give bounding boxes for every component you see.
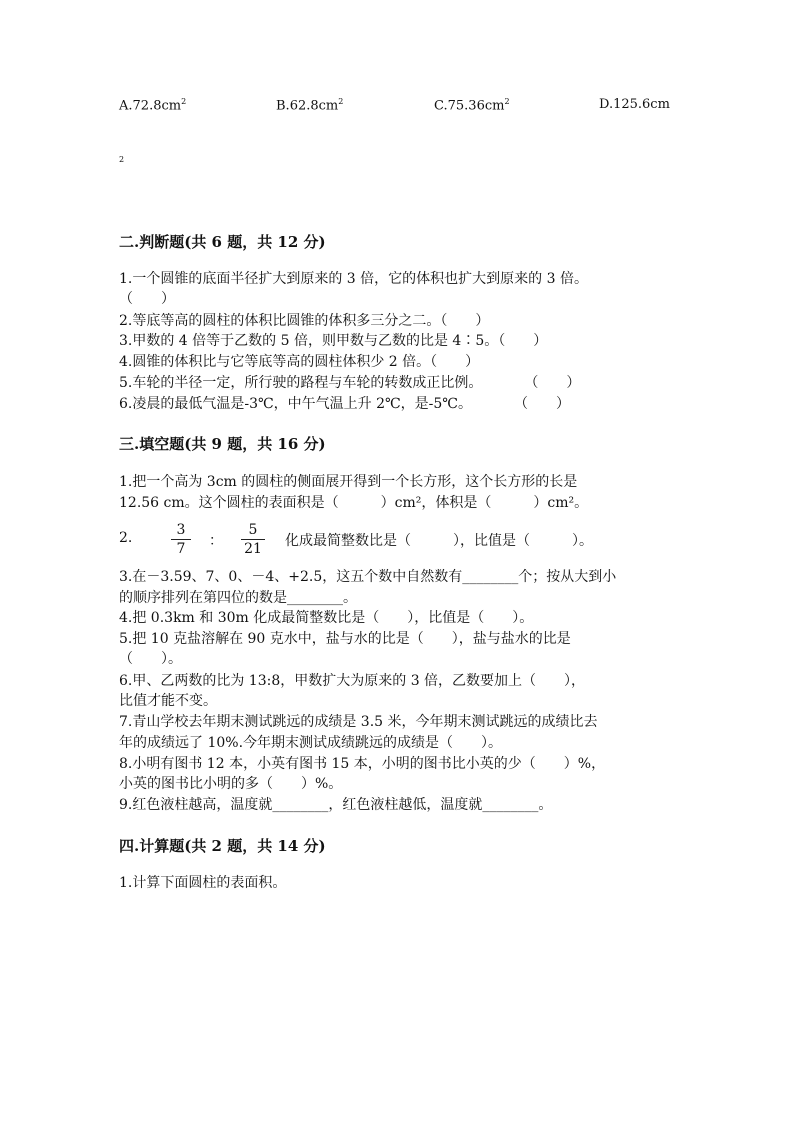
fill-q6-line1: 6.甲、乙两数的比为 13:8，甲数扩大为原来的 3 倍，乙数要加上（ ）， [119, 673, 586, 689]
option-c [434, 97, 510, 113]
option-b [276, 97, 343, 113]
judge-q6: 6.凌晨的最低气温是-3℃，中午气温上升 2℃，是-5℃。 （ ） [119, 396, 570, 412]
ratio-colon: ： [209, 533, 223, 549]
section3-title: 三.填空题(共 9 题，共 16 分) [119, 435, 326, 453]
fraction-5-21 [241, 522, 265, 557]
fill-q5-line1: 5.把 10 克盐溶解在 90 克水中，盐与水的比是（ ），盐与盐水的比是 [119, 631, 571, 647]
fill-q8-line1: 8.小明有图书 12 本，小英有图书 15 本，小明的图书比小英的少（ ）%， [119, 756, 606, 772]
option-sup: 2 [338, 97, 344, 106]
fill-q2-number: 2. [119, 530, 133, 546]
fraction-denominator: 21 [244, 541, 262, 557]
option-sup: 2 [504, 97, 510, 106]
judge-q1: 1.一个圆锥的底面半径扩大到原来的 3 倍，它的体积也扩大到原来的 3 倍。 [119, 271, 588, 287]
fraction-bar [171, 539, 191, 540]
fill-q3-line2: 的顺序排列在第四位的数是________。 [119, 590, 357, 606]
fraction-numerator: 3 [176, 522, 186, 538]
judge-q2: 2.等底等高的圆柱的体积比圆锥的体积多三分之二。（ ） [119, 313, 490, 329]
fill-q8-line2: 小英的图书比小明的多（ ）%。 [119, 776, 343, 792]
fill-q5-line2: （ ）。 [119, 651, 182, 667]
option-d-superscript: 2 [119, 155, 125, 164]
fraction-denominator: 7 [176, 541, 186, 557]
option-letter: C. [434, 98, 448, 114]
judge-q4: 4.圆锥的体积比与它等底等高的圆柱体积少 2 倍。（ ） [119, 354, 480, 370]
judge-q5: 5.车轮的半径一定，所行驶的路程与车轮的转数成正比例。 （ ） [119, 375, 581, 391]
fill-q1-line1: 1.把一个高为 3cm 的圆柱的侧面展开得到一个长方形，这个长方形的长是 [119, 474, 578, 490]
judge-q1-bracket: （ ） [119, 291, 175, 307]
option-value: 75.36cm [447, 98, 505, 114]
fill-q1-line2: 12.56 cm。这个圆柱的表面积是（ ）cm²，体积是（ ）cm²。 [119, 495, 589, 511]
fraction-numerator: 5 [248, 522, 258, 538]
fill-q7-line2: 年的成绩远了 10%.今年期末测试成绩跳远的成绩是（ ）。 [119, 735, 503, 751]
fill-q6-line2: 比值才能不变。 [119, 693, 217, 709]
option-letter: B. [276, 98, 290, 114]
fraction-3-7 [171, 522, 191, 557]
option-sup: 2 [181, 97, 187, 106]
fill-q3-line1: 3.在－3.59、7、0、－4、+2.5，这五个数中自然数有________个；按从大到小 [119, 569, 617, 585]
option-value: 125.6cm [613, 97, 670, 112]
fraction-bar [241, 539, 265, 540]
option-d [599, 97, 670, 112]
option-value: 62.8cm [289, 98, 339, 114]
fill-q7-line1: 7.青山学校去年期末测试跳远的成绩是 3.5 米，今年期末测试跳远的成绩比去 [119, 714, 598, 730]
section4-title: 四.计算题(共 2 题，共 14 分) [119, 837, 326, 855]
fill-q2-text: 化成最简整数比是（ ），比值是（ ）。 [285, 533, 593, 549]
section2-title: 二.判断题(共 6 题，共 12 分) [119, 233, 326, 251]
option-letter: A. [119, 98, 133, 114]
option-a [119, 97, 186, 113]
option-letter: D. [599, 97, 614, 112]
calc-q1: 1.计算下面圆柱的表面积。 [119, 875, 287, 891]
fill-q9: 9.红色液柱越高，温度就________，红色液柱越低，温度就________。 [119, 797, 553, 813]
fill-q4: 4.把 0.3km 和 30m 化成最简整数比是（ ），比值是（ ）。 [119, 610, 534, 626]
option-value: 72.8cm [132, 98, 182, 114]
judge-q3: 3.甲数的 4 倍等于乙数的 5 倍，则甲数与乙数的比是 4∶5。（ ） [119, 333, 548, 349]
